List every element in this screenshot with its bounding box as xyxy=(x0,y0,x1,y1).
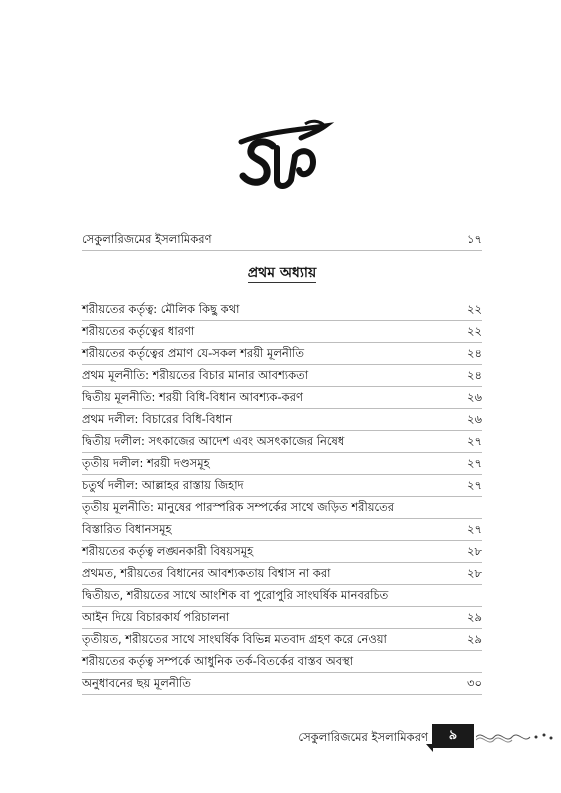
toc-entry-title: শরীয়তের কর্তৃত্ব সম্পর্কে আধুনিক তর্ক-বিতর্কের বাস্তব অবস্থা xyxy=(82,654,354,668)
toc-intro-row[interactable] xyxy=(82,229,482,251)
toc-entry-page: ৩০ xyxy=(467,676,482,690)
toc-entry-row[interactable] xyxy=(82,387,482,409)
chapter-heading-text: প্রথম অধ্যায় xyxy=(247,265,317,281)
toc-entry-page: ২৭ xyxy=(467,456,482,470)
toc-entry-title: বিস্তারিত বিধানসমূহ xyxy=(82,522,172,536)
toc-entry-title: প্রথম দলীল: বিচারের বিধি-বিধান xyxy=(82,412,233,426)
toc-entry-page: ২৭ xyxy=(467,478,482,492)
toc-entry-page: ২৮ xyxy=(467,544,482,558)
calligraphy-title-art xyxy=(221,118,341,198)
toc-entry-title: শরীয়তের কর্তৃত্বের ধারণা xyxy=(82,324,195,338)
toc-entry-title: দ্বিতীয়ত, শরীয়তের সাথে আংশিক বা পুরোপুরি সাংঘর্ষিক মানবরচিত xyxy=(82,588,389,602)
toc-entry-page: ২৬ xyxy=(467,412,482,426)
toc-entry-title: আইন দিয়ে বিচারকার্য পরিচালনা xyxy=(82,610,230,624)
toc-entry-row[interactable] xyxy=(82,563,482,585)
decorative-wave-ornament xyxy=(476,726,556,748)
toc-entry-title: দ্বিতীয় মূলনীতি: শরয়ী বিধি-বিধান আবশ্যক-করণ xyxy=(82,390,303,404)
page-number-badge xyxy=(432,724,474,748)
toc-entry-row[interactable] xyxy=(82,475,482,497)
toc-entry-row[interactable] xyxy=(82,343,482,365)
toc-entry-title: তৃতীয় দলীল: শরয়ী দণ্ডসমূহ xyxy=(82,456,210,470)
toc-entry-row[interactable] xyxy=(82,299,482,321)
page-footer xyxy=(0,724,561,750)
toc-entry-row[interactable] xyxy=(82,321,482,343)
toc-entry-title: শরীয়তের কর্তৃত্ব: মৌলিক কিছু কথা xyxy=(82,302,240,316)
toc-entry-title: প্রথমত, শরীয়তের বিধানের আবশ্যকতায় বিশ্বাস না করা xyxy=(82,566,331,580)
toc-entry-list xyxy=(82,299,482,695)
toc-entry-title: তৃতীয়ত, শরীয়তের সাথে সাংঘর্ষিক বিভিন্ন মতবাদ গ্রহণ করে নেওয়া xyxy=(82,632,387,646)
toc-entry-page: ২২ xyxy=(467,324,482,338)
toc-entry-page: ২৪ xyxy=(467,368,482,382)
toc-entry-row[interactable] xyxy=(82,607,482,629)
toc-entry-row[interactable] xyxy=(82,431,482,453)
toc-entry-row[interactable] xyxy=(82,409,482,431)
toc-entry-row[interactable] xyxy=(82,651,482,673)
toc-entry-row[interactable] xyxy=(82,365,482,387)
toc-entry-page: ২৯ xyxy=(467,610,482,624)
toc-entry-page: ২৭ xyxy=(467,434,482,448)
toc-entry-page: ২৭ xyxy=(467,522,482,536)
toc-entry-page: ২৬ xyxy=(467,390,482,404)
toc-entry-page: ১৭ xyxy=(467,232,482,246)
toc-entry-title: তৃতীয় মূলনীতি: মানুষের পারস্পরিক সম্পর্কের সাথে জড়িত শরীয়তের xyxy=(82,500,395,514)
toc-entry-title: অনুধাবনের ছয় মূলনীতি xyxy=(82,676,191,690)
toc-entry-row[interactable] xyxy=(82,519,482,541)
toc-entry-row[interactable] xyxy=(82,497,482,519)
toc-entry-title: প্রথম মূলনীতি: শরীয়তের বিচার মানার আবশ্যকতা xyxy=(82,368,309,382)
toc-entry-page: ২৯ xyxy=(467,632,482,646)
toc-entry-row[interactable] xyxy=(82,541,482,563)
toc-entry-page: ২৮ xyxy=(467,566,482,580)
table-of-contents xyxy=(82,229,482,695)
footer-book-title: সেকুলারিজমের ইসলামিকরণ xyxy=(298,730,428,744)
toc-entry-row[interactable] xyxy=(82,453,482,475)
toc-entry-title: সেকুলারিজমের ইসলামিকরণ xyxy=(82,232,212,246)
toc-entry-title: দ্বিতীয় দলীল: সৎকাজের আদেশ এবং অসৎকাজের নিষেধ xyxy=(82,434,345,448)
toc-entry-title: চতুর্থ দলীল: আল্লাহর রাস্তায় জিহাদ xyxy=(82,478,244,492)
toc-entry-page: ২২ xyxy=(467,302,482,316)
toc-entry-row[interactable] xyxy=(82,585,482,607)
page-number: ৯ xyxy=(448,728,458,743)
chapter-heading xyxy=(82,261,482,285)
toc-entry-title: শরীয়তের কর্তৃত্বের প্রমাণ যে-সকল শরয়ী মূলনীতি xyxy=(82,346,304,360)
toc-entry-row[interactable] xyxy=(82,673,482,695)
toc-entry-page: ২৪ xyxy=(467,346,482,360)
toc-entry-row[interactable] xyxy=(82,629,482,651)
toc-entry-title: শরীয়তের কর্তৃত্ব লঙ্ঘনকারী বিষয়সমূহ xyxy=(82,544,254,558)
page-title xyxy=(0,118,561,198)
